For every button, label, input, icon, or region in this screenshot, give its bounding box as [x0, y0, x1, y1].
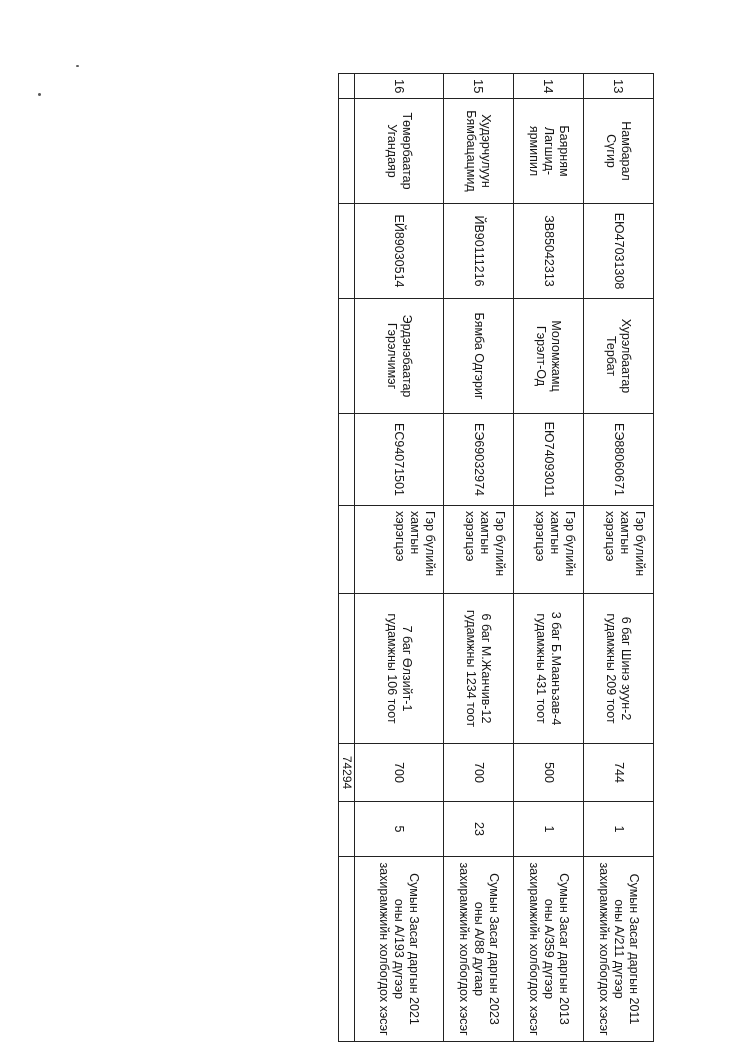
land-address: 7 баг Өлзийт-1 гудамжны 106 тоот [354, 594, 443, 744]
land-area-m2: 500 [513, 744, 583, 802]
land-purpose: Гэр бүлийн хамтын хэрэгцээ [443, 506, 513, 594]
parcel-count: 5 [354, 802, 443, 857]
parcel-count: 1 [513, 802, 583, 857]
land-area-m2: 744 [583, 744, 653, 802]
total-cell-empty [339, 802, 355, 857]
row-number: 13 [583, 74, 653, 99]
row-number: 14 [513, 74, 583, 99]
scan-speck [38, 93, 41, 96]
total-row [339, 74, 355, 1042]
land-purpose: Гэр бүлийн хамтын хэрэгцээ [354, 506, 443, 594]
governor-decision: Сумын Засаг даргын 2013 оны А/359 дүгээр захирамжийн холбогдох хэсэг [513, 857, 583, 1042]
land-area-m2: 700 [443, 744, 513, 802]
citizen-name: Намбарал Сүгир [583, 99, 653, 204]
partner-register: ЕЭ88060671 [583, 414, 653, 506]
land-address: 3 баг Б.Маанъзав-4 гудамжны 431 тоот [513, 594, 583, 744]
partner-name: Бямба Одгэриг [443, 299, 513, 414]
total-cell-empty [339, 857, 355, 1042]
land-purpose: Гэр бүлийн хамтын хэрэгцээ [583, 506, 653, 594]
land-ownership-table [338, 73, 654, 1042]
total-cell-empty [339, 414, 355, 506]
partner-register: ЕЮ74093011 [513, 414, 583, 506]
table-row [513, 74, 583, 1042]
land-address: 6 баг Шинэ зуун-2 гудамжны 209 тоот [583, 594, 653, 744]
land-area-m2: 700 [354, 744, 443, 802]
table-row [583, 74, 653, 1042]
table-row [354, 74, 443, 1042]
partner-name: Хурэлбаатар Тербат [583, 299, 653, 414]
total-cell-empty [339, 594, 355, 744]
citizen-name: Баярням Лагшид-ярмипил [513, 99, 583, 204]
citizen-name: Төмөрбаатар Угандаяр [354, 99, 443, 204]
total-cell-empty [339, 506, 355, 594]
total-area: 74294 [339, 744, 355, 802]
total-cell-empty [339, 74, 355, 99]
land-address: 6 баг М.Жанчив-12 гудамжны 1234 тоот [443, 594, 513, 744]
parcel-count: 1 [583, 802, 653, 857]
table-row [443, 74, 513, 1042]
total-cell-empty [339, 299, 355, 414]
governor-decision: Сумын Засаг даргын 2021 оны А/193 дүгээр захирамжийн холбогдох хэсэг [354, 857, 443, 1042]
partner-name: Моломжамц Гэрэлт-Од [513, 299, 583, 414]
citizen-register: ЕЮ47031308 [583, 204, 653, 299]
row-number: 15 [443, 74, 513, 99]
total-cell-empty [339, 99, 355, 204]
partner-register: ЕЭ69032974 [443, 414, 513, 506]
governor-decision: Сумын Засаг даргын 2011 оны А/211 дүгээр захирамжийн холбогдох хэсэг [583, 857, 653, 1042]
governor-decision: Сумын Засаг даргын 2023 оны А/88 дугаар захирамжийн холбогдох хэсэг [443, 857, 513, 1042]
land-purpose: Гэр бүлийн хамтын хэрэгцээ [513, 506, 583, 594]
citizen-register: ЙВ90111216 [443, 204, 513, 299]
citizen-name: Худэрчулуун Бямбацацмид [443, 99, 513, 204]
citizen-register: ЗВ85042313 [513, 204, 583, 299]
parcel-count: 23 [443, 802, 513, 857]
partner-register: ЕС94071501 [354, 414, 443, 506]
row-number: 16 [354, 74, 443, 99]
citizen-register: ЕЙ89030514 [354, 204, 443, 299]
scan-speck [76, 65, 79, 67]
partner-name: Эрдэнэбаатар Гэрэлчимэг [354, 299, 443, 414]
total-cell-empty [339, 204, 355, 299]
